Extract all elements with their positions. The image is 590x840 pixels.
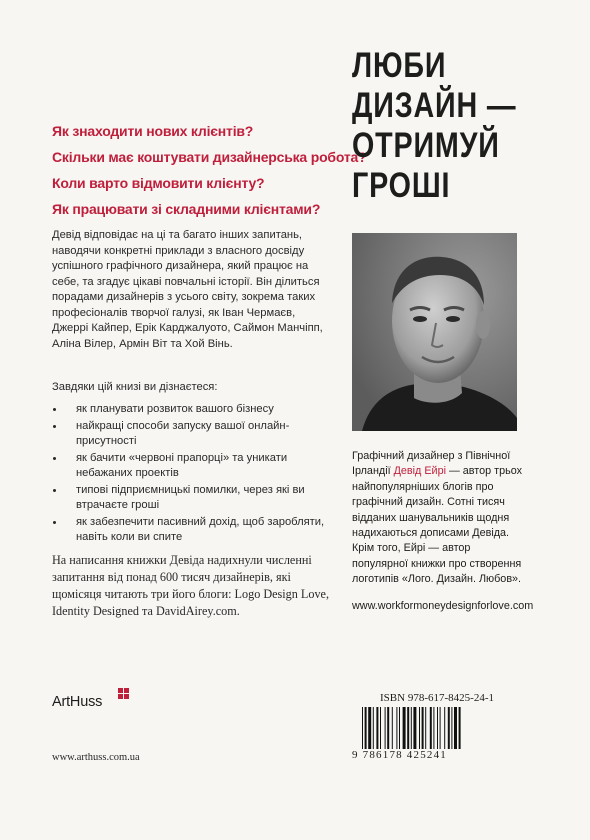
barcode-bar <box>396 707 397 749</box>
barcode-bar <box>459 707 461 749</box>
author-website[interactable]: www.workformoneydesignforlove.com <box>352 600 534 612</box>
barcode-bar <box>425 707 426 749</box>
question-item: Як працювати зі складними клієнтами? <box>52 201 321 217</box>
barcode-bar <box>380 707 381 749</box>
list-item: як планувати розвиток вашого бізнесу <box>52 402 327 417</box>
question-item: Коли варто відмовити клієнту? <box>52 175 265 191</box>
barcode-bar <box>437 707 438 749</box>
barcode-bar <box>454 707 457 749</box>
question-item: Як знаходити нових клієнтів? <box>52 123 254 139</box>
learn-heading: Завдяки цій книзі ви дізнаєтеся: <box>52 381 218 393</box>
author-name: Девід Ейрі <box>393 465 446 478</box>
barcode-bar <box>365 707 367 749</box>
author-bio <box>352 449 527 588</box>
barcode-icon <box>362 707 512 749</box>
barcode-bar <box>399 707 400 749</box>
question-item: Скільки має коштувати дизайнерська робота? <box>52 149 367 165</box>
barcode-bar <box>413 707 416 749</box>
title-line: ОТРИМУЙ <box>352 126 500 165</box>
list-item: типові підприємницькі помилки, через які ви втрачаєте гроші <box>52 483 327 513</box>
publisher-logo-icon <box>118 688 131 701</box>
bio-text-before: Графічний дизайнер з Північної Ірландії <box>352 450 511 478</box>
bio-text-after: — автор трьох найпопулярніших блогів про графічний дизайн. Сотні тисяч відданих шанувальників щодня надихаються дописами Девіда. Крім того, Ейрі — автор популярної книжки про створення логотипів «Лого. Дизайн. Любов». <box>352 465 522 586</box>
barcode-bar <box>407 707 409 749</box>
barcode-bar <box>433 707 434 749</box>
barcode-bar <box>444 707 445 749</box>
barcode-bar <box>448 707 450 749</box>
barcode-bar <box>362 707 363 749</box>
list-item: як забезпечити пасивний дохід, щоб заробляти, навіть коли ви спите <box>52 515 327 545</box>
barcode-bar <box>451 707 452 749</box>
barcode-number: 9 786178 425241 <box>352 749 447 761</box>
questions-list <box>52 118 367 222</box>
list-item: найкращі способи запуску вашої онлайн-присутності <box>52 419 327 449</box>
closing-paragraph: На написання книжки Девіда надихнули численні запитання від понад 600 тисяч дизайнерів, які щомісяця читають три його блоги: Logo Design Love, Identity Designed та DavidAirey.com. <box>52 553 329 618</box>
publisher-url[interactable]: www.arthuss.com.ua <box>52 752 140 763</box>
barcode-bar <box>387 707 389 749</box>
barcode-bar <box>430 707 432 749</box>
list-item: як бачити «червоні прапорці» та уникати небажаних проектів <box>52 451 327 481</box>
publisher-logo-text: ArtHuss <box>52 694 103 710</box>
barcode-bar <box>368 707 371 749</box>
isbn-label: ISBN 978-617-8425-24-1 <box>380 692 494 704</box>
barcode-bar <box>376 707 378 749</box>
barcode-block <box>352 692 522 770</box>
barcode-bar <box>422 707 424 749</box>
author-photo <box>352 233 517 431</box>
author-portrait-icon <box>352 233 517 431</box>
barcode-bar <box>403 707 406 749</box>
barcode-bar <box>373 707 374 749</box>
barcode-bar <box>419 707 420 749</box>
title-line: ГРОШІ <box>352 166 451 205</box>
intro-paragraph: Девід відповідає на ці та багато інших запитань, наводячи конкретні приклади з власного досвіду успішного графічного дизайнера, який працює на себе, та згадує цікаві повчальні історії. Він ділиться порадами дизайнерів з усього світу, зокрема таких професіоналів творчої галузі, як Іван Чермаєв, Джеррі Кайпер, Ерік Карджалуото, Саймон Манчіпп, Аліна Вілер, Армін Віт та Хой Вінь. <box>52 229 323 350</box>
title-line: ЛЮБИ <box>352 46 447 85</box>
book-title <box>352 46 516 206</box>
barcode-bar <box>440 707 441 749</box>
barcode-bar <box>392 707 393 749</box>
barcode-bar <box>385 707 386 749</box>
barcode-bar <box>411 707 412 749</box>
learn-list <box>52 402 327 547</box>
title-line: ДИЗАЙН — <box>352 86 517 125</box>
